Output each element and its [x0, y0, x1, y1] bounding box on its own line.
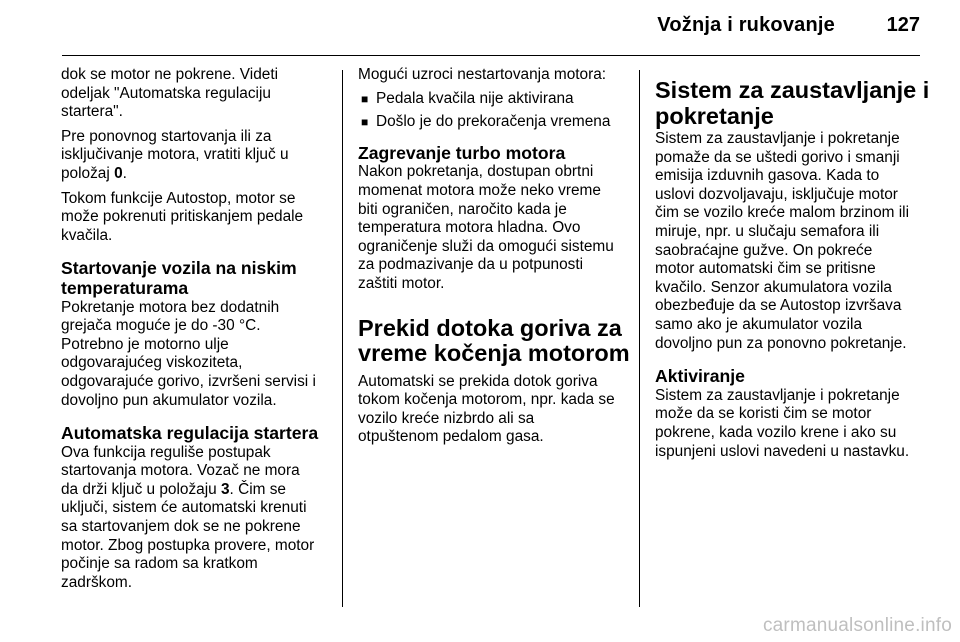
heading-fuel-cutoff: Prekid dotoka goriva za vreme kočenja motorom	[358, 314, 630, 367]
column-3	[655, 66, 930, 467]
list-item: ■ Pedala kvačila nije aktivirana	[361, 89, 574, 107]
column-divider-2	[639, 70, 640, 607]
heading-start-stop: Sistem za zaustavljanje i pokretanje	[655, 77, 930, 129]
heading-turbo: Zagrevanje turbo motora	[358, 142, 566, 163]
paragraph-autostop: Tokom funkcije Autostop, motor se može pokrenuti pritiskanjem pedale kvačila.	[61, 189, 304, 244]
paragraph-activation: Sistem za zaustavljanje i pokretanje može da se koristi čim se motor pokrene, kada vozilo krene i ako su ispunjeni uslovi navedeni u nastavku.	[655, 386, 910, 460]
key-position-3: 3	[220, 480, 230, 498]
paragraph-restart: Pre ponovnog startovanja ili za isključivanje motora, vratiti ključ u položaj 0.	[61, 127, 289, 182]
column-2	[358, 66, 630, 453]
paragraph-fuel-cutoff: Automatski se prekida dotok goriva tokom kočenja motorom, npr. kada se vozilo kreće nizbrdo ali sa otpuštenom pedalom gasa.	[358, 372, 615, 446]
paragraph-cold-start: Pokretanje motora bez dodatnih grejača moguće je do -30 °C. Potrebno je motorno ulje odgovarajućeg viskoziteta, odgovarajuće gorivo, izvršeni servisi i dovoljno pun akumulator vozila.	[61, 298, 316, 409]
list-item: ■ Došlo je do prekoračenja vremena	[361, 113, 611, 131]
causes-list	[358, 90, 630, 132]
bullet-icon: ■	[361, 115, 369, 130]
key-position-0: 0	[114, 164, 123, 182]
paragraph-turbo: Nakon pokretanja, dostupan obrtni momenat motora može neko vreme biti ograničen, naročito kada je temperatura motora hladna. Ovo ograničenje služi da omogući sistemu za podmazivanje da u potpunosti zaštiti motor.	[358, 163, 614, 292]
header-title: Vožnja i rukovanje	[657, 14, 835, 36]
page-number: 127	[886, 14, 920, 36]
paragraph-causes: Mogući uzroci nestartovanja motora:	[358, 66, 607, 83]
header-rule	[62, 55, 920, 56]
heading-activation: Aktiviranje	[655, 366, 745, 387]
paragraph-auto-starter: Ova funkcija reguliše postupak startovanja motora. Vozač ne mora da drži ključ u položaju 3. Čim se uključi, sistem će automatski krenuti sa startovanjem dok se ne pokrene motor. Zbog postupka provere, motor počinje sa radom sa kratkom zadrškom.	[61, 443, 315, 591]
paragraph-start-stop: Sistem za zaustavljanje i pokretanje pomaže da se uštedi gorivo i smanji emisija izduvnih gasova. Kada to uslovi dozvoljavaju, isključuje motor čim se vozilo kreće malom brzinom ili miruje, npr. u slučaju semafora ili saobraćajne gužve. On pokreće motor automatski čim se pritisne kvačilo. Senzor akumulatora vozila obezbeđuje da se Autostop izvršava samo ako je akumulator vozila dovoljno pun za ponovno pokretanje.	[655, 130, 910, 352]
column-divider-1	[342, 70, 343, 607]
heading-cold-start: Startovanje vozila na niskim temperaturama	[61, 258, 297, 298]
bullet-icon: ■	[361, 91, 369, 106]
column-1	[61, 66, 333, 598]
watermark: carmanualsonline.info	[762, 615, 952, 636]
heading-auto-starter: Automatska regulacija startera	[61, 423, 319, 444]
paragraph-intro: dok se motor ne pokrene. Videti odeljak "Automatska regulaciju startera".	[61, 66, 279, 121]
